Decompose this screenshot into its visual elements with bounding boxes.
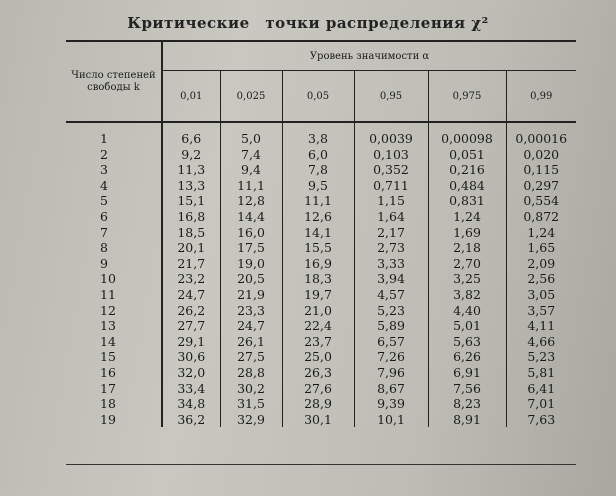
value-cell: 1,64 (354, 209, 428, 225)
value-cell: 4,66 (527, 333, 556, 349)
value-cell: 4,57 (354, 287, 428, 303)
value-cell: 8,23 (428, 396, 506, 412)
df-cell: 6 (66, 209, 162, 225)
value-cell: 0,103 (354, 147, 428, 163)
value-cell: 32,9 (220, 412, 282, 428)
df-cell: 15 (66, 349, 162, 365)
value-cell: 19,7 (282, 287, 354, 303)
value-cell: 11,1 (282, 193, 354, 209)
value-cell: 9,39 (354, 396, 428, 412)
value-cell: 26,3 (282, 365, 354, 381)
value-cell: 6,91 (428, 365, 506, 381)
table-body (66, 122, 576, 427)
value-cell: 15,1 (162, 193, 220, 209)
value-cell: 0,711 (354, 178, 428, 194)
value-cell: 11,3 (162, 162, 220, 178)
df-cell: 4 (66, 178, 162, 194)
value-cell: 4,40 (428, 303, 506, 319)
value-cell: 3,25 (428, 271, 506, 287)
value-cell: 15,5 (282, 240, 354, 256)
table-row (66, 318, 576, 334)
df-cell: 5 (66, 193, 162, 209)
value-cell: 7,96 (354, 365, 428, 381)
value-cell: 13,3 (162, 178, 220, 194)
table-row (66, 178, 576, 194)
value-cell: 20,1 (162, 240, 220, 256)
value-cell: 29,1 (162, 334, 220, 350)
value-cell: 14,4 (220, 209, 282, 225)
value-cell: 28,8 (220, 365, 282, 381)
value-cell: 0,352 (354, 162, 428, 178)
value-cell: 23,3 (220, 303, 282, 319)
value-cell: 21,9 (220, 287, 282, 303)
value-cell: 16,8 (162, 209, 220, 225)
value-cell: 3,57 (527, 302, 556, 318)
value-cell: 3,33 (354, 256, 428, 272)
value-cell: 36,2 (162, 412, 220, 428)
value-cell: 5,89 (354, 318, 428, 334)
value-cell: 6,41 (527, 380, 556, 396)
table-row (66, 303, 576, 319)
title-text: точки распределения χ² (265, 14, 489, 32)
value-cell: 14,1 (282, 225, 354, 241)
df-cell: 1 (66, 122, 162, 147)
value-cell: 0,872 (523, 208, 560, 224)
value-cell: 0,115 (523, 162, 560, 178)
alpha-header-1: 0,025 (220, 71, 282, 123)
value-cell: 6,0 (282, 147, 354, 163)
value-cell: 17,5 (220, 240, 282, 256)
value-cell: 0,0039 (354, 122, 428, 147)
df-cell: 7 (66, 225, 162, 241)
table-row (66, 287, 576, 303)
value-cell: 7,8 (282, 162, 354, 178)
value-cell: 0,020 (523, 146, 560, 162)
value-cell: 5,23 (354, 303, 428, 319)
df-cell: 2 (66, 147, 162, 163)
value-cell: 1,65 (527, 240, 556, 256)
value-cell: 8,91 (428, 412, 506, 428)
table-row (66, 256, 576, 272)
alpha-header-2: 0,05 (282, 71, 354, 123)
value-cell: 16,9 (282, 256, 354, 272)
value-cell: 0,216 (428, 162, 506, 178)
value-cell: 5,81 (527, 364, 556, 380)
value-cell: 18,3 (282, 271, 354, 287)
value-cell: 7,4 (220, 147, 282, 163)
value-cell: 2,18 (428, 240, 506, 256)
value-cell: 24,7 (220, 318, 282, 334)
value-cell: 16,0 (220, 225, 282, 241)
table-title (0, 14, 616, 32)
value-cell: 9,2 (162, 147, 220, 163)
value-cell: 31,5 (220, 396, 282, 412)
value-cell: 0,297 (523, 177, 560, 193)
value-cell: 27,6 (282, 381, 354, 397)
df-cell: 11 (66, 287, 162, 303)
alpha-header-5: 0,99 (506, 71, 576, 123)
value-cell: 0,484 (428, 178, 506, 194)
value-cell: 8,67 (354, 381, 428, 397)
value-cell: 21,0 (282, 303, 354, 319)
value-cell: 5,63 (428, 334, 506, 350)
title-caption: Критические (127, 14, 250, 32)
df-cell: 18 (66, 396, 162, 412)
value-cell: 27,7 (162, 318, 220, 334)
table-row (66, 334, 576, 350)
value-cell: 3,8 (282, 122, 354, 147)
value-cell: 5,23 (527, 349, 556, 365)
value-cell: 26,1 (220, 334, 282, 350)
value-cell: 30,2 (220, 381, 282, 397)
table-row (66, 225, 576, 241)
value-cell: 10,1 (354, 412, 428, 428)
value-cell: 3,82 (428, 287, 506, 303)
df-cell: 9 (66, 256, 162, 272)
value-cell: 25,0 (282, 349, 354, 365)
value-cell: 3,94 (354, 271, 428, 287)
value-cell: 23,2 (162, 271, 220, 287)
value-cell: 2,17 (354, 225, 428, 241)
df-cell: 8 (66, 240, 162, 256)
value-cell: 6,6 (162, 122, 220, 147)
df-cell: 19 (66, 412, 162, 428)
value-cell: 4,11 (527, 318, 556, 334)
value-cell: 6,57 (354, 334, 428, 350)
value-cell: 7,56 (428, 381, 506, 397)
value-cell: 3,05 (527, 286, 556, 302)
value-cell: 33,4 (162, 381, 220, 397)
table-row (66, 365, 576, 381)
table-row (66, 193, 576, 209)
table-row (66, 349, 576, 365)
value-cell: 30,1 (282, 412, 354, 428)
value-cell: 30,6 (162, 349, 220, 365)
value-cell: 0,00016 (515, 131, 568, 146)
value-cell: 21,7 (162, 256, 220, 272)
table-row (66, 271, 576, 287)
df-cell: 12 (66, 303, 162, 319)
value-cell: 7,01 (527, 396, 556, 412)
table-row (66, 396, 576, 412)
value-cell: 2,09 (527, 255, 556, 271)
df-cell: 3 (66, 162, 162, 178)
value-cell: 26,2 (162, 303, 220, 319)
value-cell: 0,554 (523, 193, 560, 209)
value-cell: 2,73 (354, 240, 428, 256)
value-cell: 12,8 (220, 193, 282, 209)
value-cell: 0,051 (428, 147, 506, 163)
value-cell: 24,7 (162, 287, 220, 303)
value-cell: 19,0 (220, 256, 282, 272)
value-cell: 9,5 (282, 178, 354, 194)
bottom-rule (66, 464, 576, 465)
value-cell: 34,8 (162, 396, 220, 412)
value-cell: 22,4 (282, 318, 354, 334)
df-cell: 14 (66, 334, 162, 350)
alpha-header-4: 0,975 (428, 71, 506, 123)
value-cell: 2,70 (428, 256, 506, 272)
value-cell: 28,9 (282, 396, 354, 412)
table-row (66, 122, 576, 147)
value-cell: 12,6 (282, 209, 354, 225)
value-cell: 0,00098 (428, 122, 506, 147)
value-cell: 7,26 (354, 349, 428, 365)
table-row (66, 412, 576, 428)
chi-square-table (66, 40, 576, 427)
value-cell: 23,7 (282, 334, 354, 350)
table-row (66, 381, 576, 397)
df-cell: 17 (66, 381, 162, 397)
value-cell: 32,0 (162, 365, 220, 381)
df-cell: 16 (66, 365, 162, 381)
value-cell: 1,69 (428, 225, 506, 241)
value-cell: 2,56 (527, 271, 556, 287)
table-row (66, 147, 576, 163)
df-cell: 10 (66, 271, 162, 287)
value-cell: 11,1 (220, 178, 282, 194)
table-row (66, 162, 576, 178)
value-cell: 20,5 (220, 271, 282, 287)
value-cell: 1,15 (354, 193, 428, 209)
df-cell: 13 (66, 318, 162, 334)
value-cell: 18,5 (162, 225, 220, 241)
table-row (66, 209, 576, 225)
alpha-header-0: 0,01 (162, 71, 220, 123)
alpha-header-3: 0,95 (354, 71, 428, 123)
table-row (66, 240, 576, 256)
value-cell: 6,26 (428, 349, 506, 365)
value-cell: 1,24 (527, 224, 556, 240)
value-cell: 7,63 (527, 411, 556, 427)
df-header: Число степеней свободы k (66, 41, 162, 122)
value-cell: 0,831 (428, 193, 506, 209)
value-cell: 27,5 (220, 349, 282, 365)
significance-level-header: Уровень значимости α (162, 41, 576, 71)
value-cell: 5,0 (220, 122, 282, 147)
value-cell: 1,24 (428, 209, 506, 225)
value-cell: 9,4 (220, 162, 282, 178)
value-cell: 5,01 (428, 318, 506, 334)
